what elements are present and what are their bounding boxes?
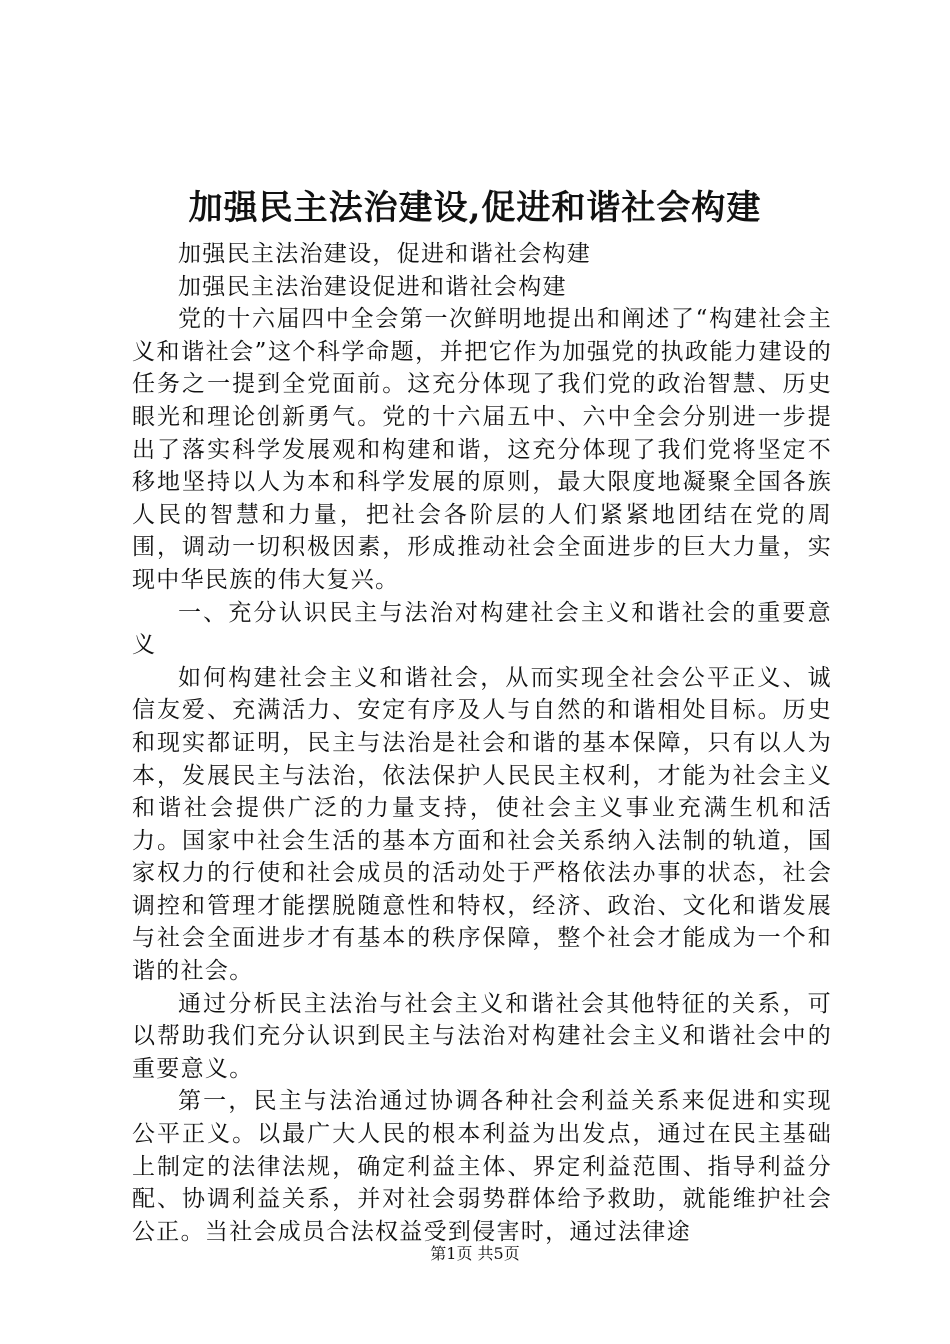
section-heading-1: 一、充分认识民主与法治对构建社会主义和谐社会的重要意义 [132,599,832,659]
paragraph-subtitle-1: 加强民主法治建设，促进和谐社会构建 [178,241,592,267]
paragraph-subtitle-2: 加强民主法治建设促进和谐社会构建 [178,273,567,300]
page-number-footer: 第1页 共5页 [430,1244,520,1263]
document-title: 加强民主法治建设,促进和谐社会构建 [188,188,762,228]
document-body [132,238,832,1248]
paragraph-body-2: 通过分析民主法治与社会主义和谐社会其他特征的关系，可以帮助我们充分认识到民主与法治对构建社会主义和谐社会中的重要意义。 [132,990,832,1082]
paragraph-body-1: 如何构建社会主义和谐社会，从而实现全社会公平正义、诚信友爱、充满活力、安定有序及人与自然的和谐相处目标。历史和现实都证明，民主与法治是社会和谐的基本保障，只有以人为本，发展民主与法治，依法保护人民民主权利，才能为社会主义和谐社会提供广泛的力量支持，使社会主义事业充满生机和活力。国家中社会生活的基本方面和社会关系纳入法制的轨道，国家权力的行使和社会成员的活动处于严格依法办事的状态，社会调控和管理才能摆脱随意性和特权，经济、政治、文化和谐发展与社会全面进步才有基本的秩序保障，整个社会才能成为一个和谐的社会。 [132,664,832,985]
paragraph-intro: 党的十六届四中全会第一次鲜明地提出和阐述了“构建社会主义和谐社会”这个科学命题，并把它作为加强党的执政能力建设的任务之一提到全党面前。这充分体现了我们党的政治智慧、历史眼光和理论创新勇气。党的十六届五中、六中全会分别进一步提出了落实科学发展观和构建和谐，这充分体现了我们党将坚定不移地坚持以人为本和科学发展的原则，最大限度地凝聚全国各族人民的智慧和力量，把社会各阶层的人们紧紧地团结在党的周围，调动一切积极因素，形成推动社会全面进步的巨大力量，实现中华民族的伟大复兴。 [132,306,832,593]
paragraph-body-3: 第一，民主与法治通过协调各种社会利益关系来促进和实现公平正义。以最广大人民的根本利益为出发点，通过在民主基础上制定的法律法规，确定利益主体、界定利益范围、指导利益分配、协调利益关系，并对社会弱势群体给予救助，就能维护社会公正。当社会成员合法权益受到侵害时，通过法律途 [132,1088,832,1245]
